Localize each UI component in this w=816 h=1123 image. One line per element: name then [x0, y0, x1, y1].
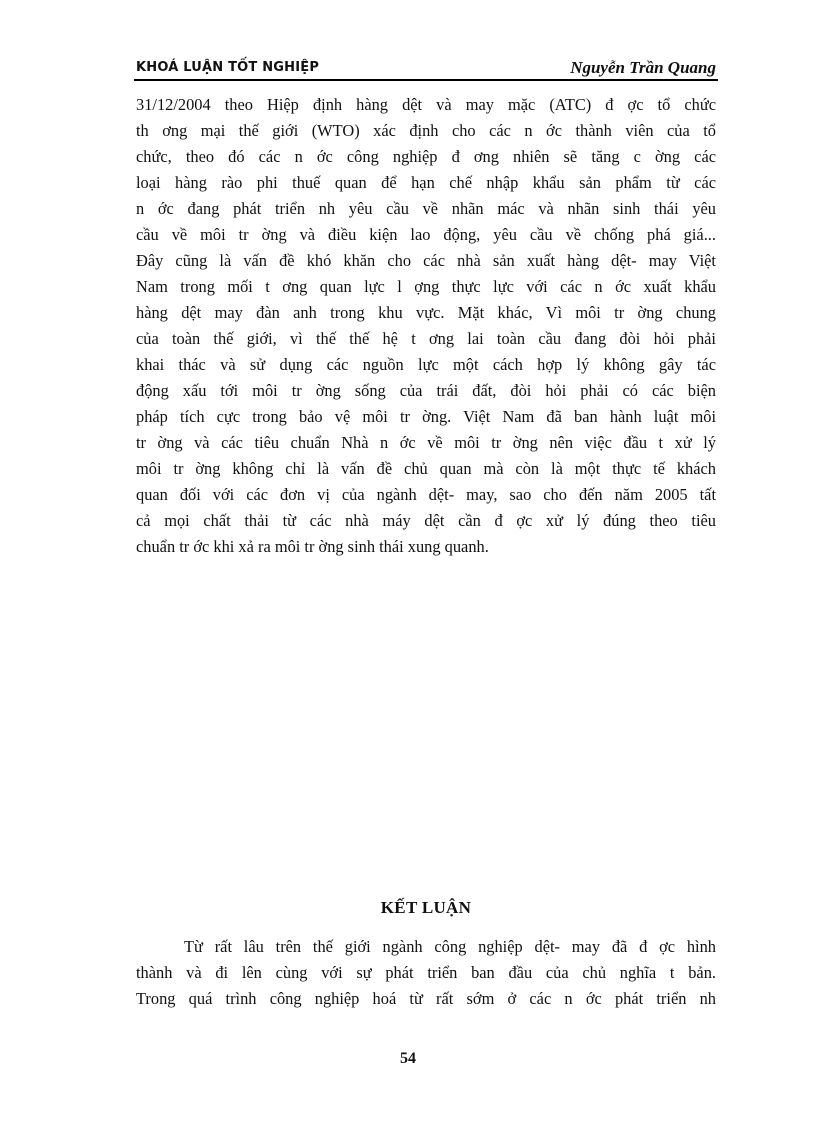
conclusion-heading: KẾT LUẬN: [380, 898, 472, 917]
header-title: KHOÁ LUẬN TỐT NGHIỆP: [136, 60, 320, 75]
body-line: loại hàng rào phi thuế quan để hạn chế nhập khẩu sản phẩm từ các: [136, 173, 716, 192]
body-line: động xấu tới môi tr ờng sống của trái đất, đòi hỏi phải có các biện: [136, 381, 716, 400]
header-rule: [134, 79, 718, 81]
body-line: cầu về môi tr ờng và điều kiện lao động, yêu cầu về chống phá giá...: [136, 225, 716, 244]
header-author: Nguyễn Trần Quang: [570, 58, 716, 77]
body-line: pháp tích cực trong bảo vệ môi tr ờng. Việt Nam đã ban hành luật môi: [136, 407, 716, 426]
conclusion-line: Trong quá trình công nghiệp hoá từ rất sớm ở các n ớc phát triển nh: [136, 989, 716, 1008]
body-line: hàng dệt may đàn anh trong khu vực. Mặt khác, Vì môi tr ờng chung: [136, 303, 716, 322]
body-line: chức, theo đó các n ớc công nghiệp đ ơng nhiên sẽ tăng c ờng các: [136, 147, 716, 166]
body-line: tr ờng và các tiêu chuẩn Nhà n ớc về môi tr ờng nên việc đầu t xử lý: [136, 433, 716, 452]
body-line: cả mọi chất thải từ các nhà máy dệt cần đ ợc xử lý đúng theo tiêu: [136, 511, 716, 530]
body-line: Đây cũng là vấn đề khó khăn cho các nhà sản xuất hàng dệt- may Việt: [136, 251, 716, 270]
body-paragraph: [136, 92, 716, 560]
body-line: chuẩn tr ớc khi xả ra môi tr ờng sinh thái xung quanh.: [136, 537, 489, 556]
body-line: n ớc đang phát triển nh yêu cầu về nhãn mác và nhãn sinh thái yêu: [136, 199, 716, 218]
body-line: th ơng mại thế giới (WTO) xác định cho các n ớc thành viên của tổ: [136, 121, 716, 140]
conclusion-paragraph: [136, 934, 716, 1012]
body-line: Nam trong mối t ơng quan lực l ợng thực lực với các n ớc xuất khẩu: [136, 277, 716, 296]
body-line: môi tr ờng không chỉ là vấn đề chủ quan mà còn là một thực tế khách: [136, 459, 716, 478]
conclusion-line: thành và đi lên cùng với sự phát triển ban đầu của chủ nghĩa t bản.: [136, 963, 716, 982]
conclusion-line: Từ rất lâu trên thế giới ngành công nghiệp dệt- may đã đ ợc hình: [184, 937, 716, 956]
body-line: quan đối với các đơn vị của ngành dệt- may, sao cho đến năm 2005 tất: [136, 485, 716, 504]
body-line: của toàn thế giới, vì thế thế hệ t ơng lai toàn cầu đang đòi hỏi phải: [136, 329, 716, 348]
body-line: khai thác và sử dụng các nguồn lực một cách hợp lý không gây tác: [136, 355, 716, 374]
page-number: 54: [400, 1050, 416, 1067]
body-line: 31/12/2004 theo Hiệp định hàng dệt và may mặc (ATC) đ ợc tổ chức: [136, 95, 716, 114]
